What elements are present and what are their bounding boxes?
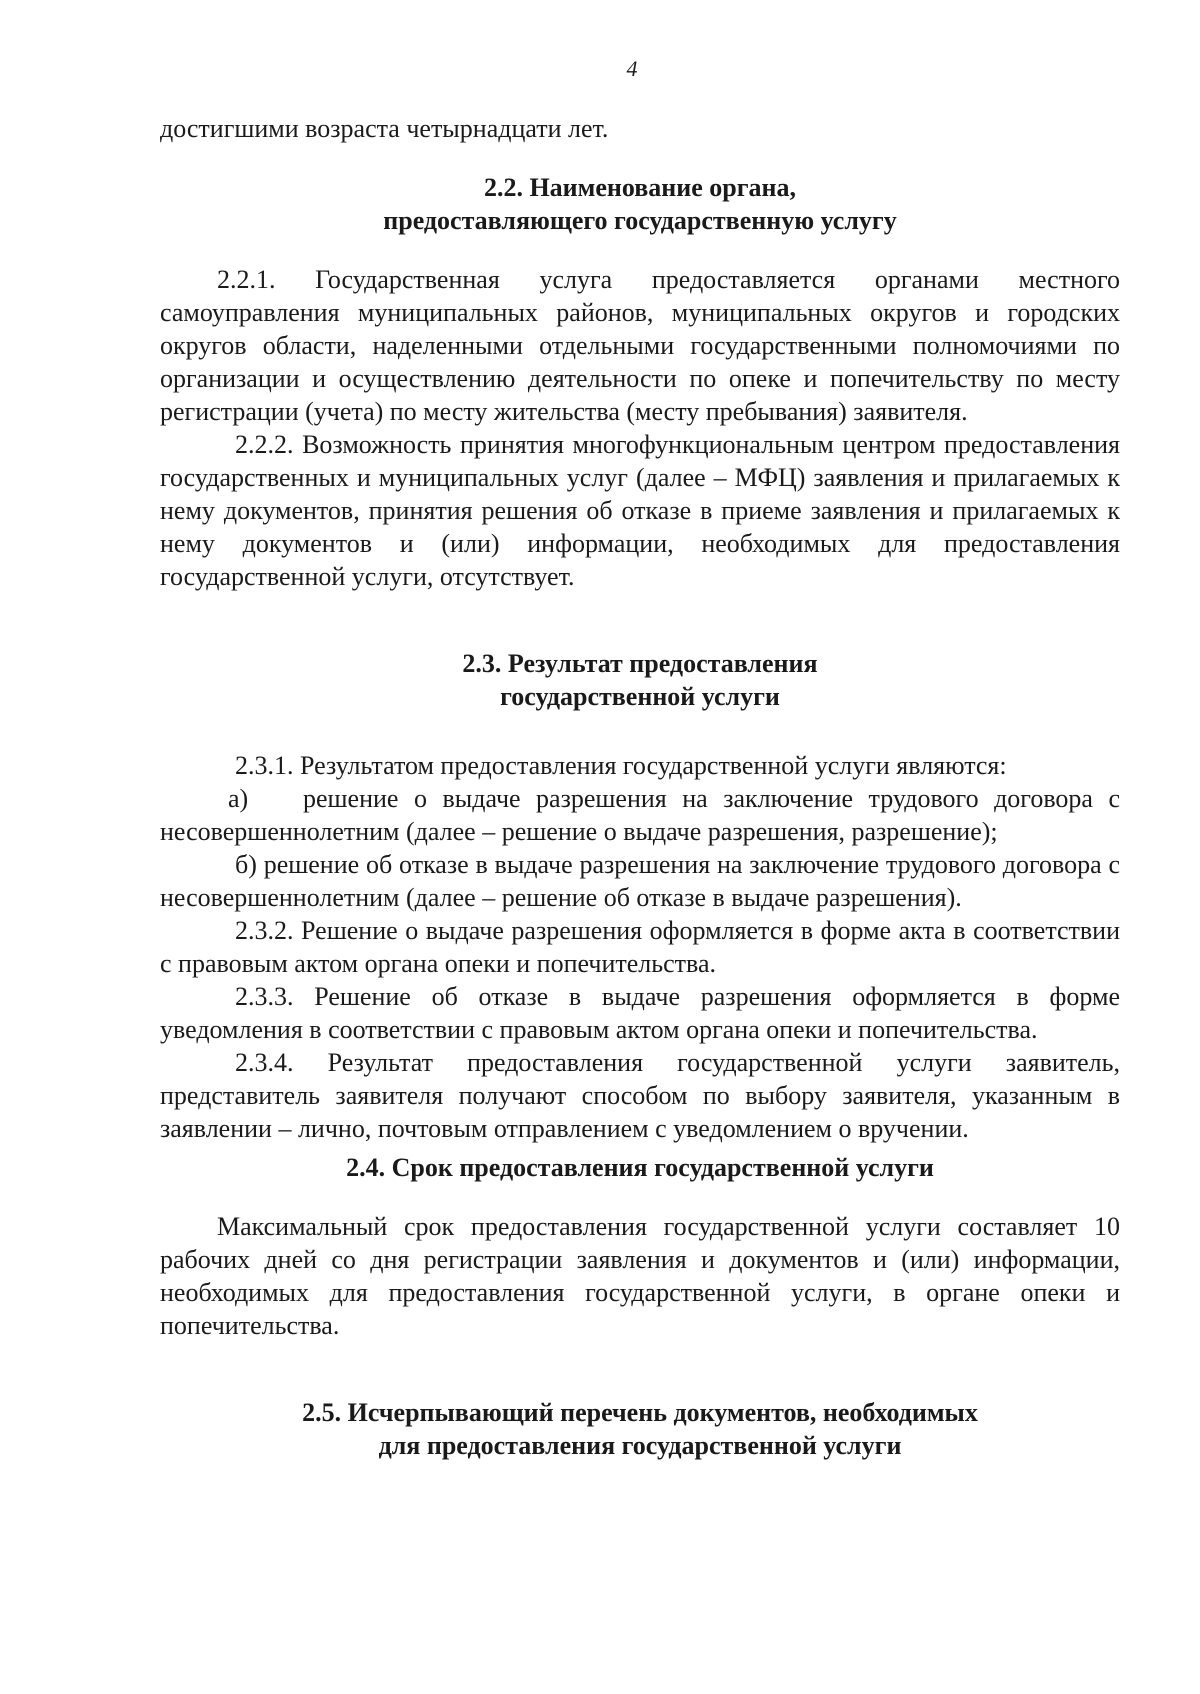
heading-line: 2.4. Срок предоставления государственной услуги <box>346 1153 934 1182</box>
section-heading-2-3 <box>160 647 1120 713</box>
heading-line: 2.5. Исчерпывающий перечень документов, необходимых <box>302 1398 978 1427</box>
list-item-a-text: решение о выдаче разрешения на заключение трудового договора с несовершеннолетним (далее – решение о выдаче разрешения, разрешение); <box>160 784 1120 846</box>
section-heading-2-2 <box>160 171 1120 237</box>
heading-line: 2.3. Результат предоставления <box>462 649 818 678</box>
document-body <box>160 112 1120 1462</box>
heading-line: 2.2. Наименование органа, <box>483 173 797 202</box>
intro-line: достигшими возраста четырнадцати лет. <box>160 114 609 143</box>
paragraph-2-3-3: 2.3.3. Решение об отказе в выдаче разрешения оформляется в форме уведомления в соответствии с правовым актом органа опеки и попечительства. <box>160 982 1120 1044</box>
paragraph-2-2-2: 2.2.2. Возможность принятия многофункциональным центром предоставления государственных и муниципальных услуг (далее – МФЦ) заявления и прилагаемых к нему документов, принятия решения об отказе в приеме заявления и прилагаемых к нему документов и (или) информации, необходимых для предоставления государственной услуги, отсутствует. <box>160 430 1120 591</box>
paragraph-2-3-4: 2.3.4. Результат предоставления государственной услуги заявитель, представитель заявителя получают способом по выбору заявителя, указанным в заявлении – лично, почтовым отправлением с уведомлением о вручении. <box>160 1048 1120 1143</box>
section-heading-2-5 <box>160 1396 1120 1462</box>
section-heading-2-4 <box>160 1151 1120 1184</box>
page-number: 4 <box>626 56 638 81</box>
spacer <box>160 1184 1120 1210</box>
spacer <box>160 713 1120 749</box>
list-marker-a: а) <box>228 784 249 813</box>
heading-line: для предоставления государственной услуги <box>378 1431 902 1460</box>
list-item-b: б) решение об отказе в выдаче разрешения на заключение трудового договора с несовершеннолетним (далее – решение об отказе в выдаче разрешения). <box>160 850 1120 912</box>
paragraph-2-3-2: 2.3.2. Решение о выдаче разрешения оформляется в форме акта в соответствии с правовым актом органа опеки и попечительства. <box>160 916 1120 978</box>
paragraph-2-3-1: 2.3.1. Результатом предоставления государственной услуги являются: <box>235 751 1007 780</box>
heading-line: предоставляющего государственную услугу <box>383 206 897 235</box>
paragraph-2-4: Максимальный срок предоставления государственной услуги составляет 10 рабочих дней со дня регистрации заявления и документов и (или) информации, необходимых для предоставления государственной услуги, в органе опеки и попечительства. <box>160 1212 1120 1340</box>
spacer <box>160 237 1120 263</box>
spacer <box>160 1342 1120 1396</box>
list-item-a <box>160 782 1120 848</box>
spacer <box>160 593 1120 647</box>
paragraph-2-2-1: 2.2.1. Государственная услуга предоставляется органами местного самоуправления муниципальных районов, муниципальных округов и городских округов области, наделенными отдельными государственными полномочиями по организации и осуществлению деятельности по опеке и попечительству по месту регистрации (учета) по месту жительства (месту пребывания) заявителя. <box>160 265 1120 426</box>
spacer <box>160 145 1120 171</box>
heading-line: государственной услуги <box>500 682 780 711</box>
